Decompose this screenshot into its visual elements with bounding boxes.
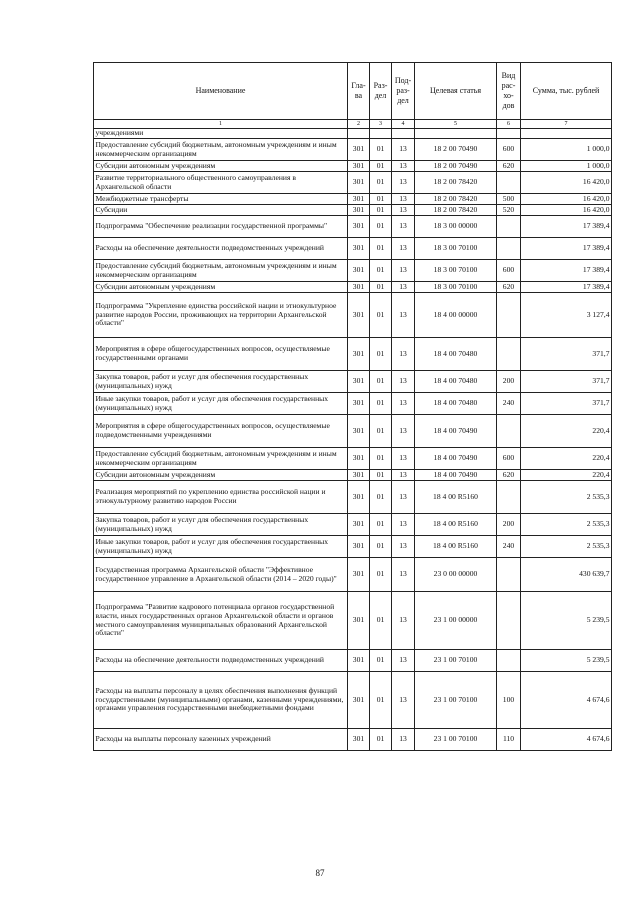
table-row xyxy=(94,205,612,216)
row-name: Закупка товаров, работ и услуг для обеспечения государственных (муниципальных) нужд xyxy=(94,371,348,393)
table-row xyxy=(94,470,612,481)
row-statya: 18 2 00 78420 xyxy=(415,205,497,216)
row-vid xyxy=(497,415,521,448)
table-row xyxy=(94,650,612,672)
row-glava: 301 xyxy=(348,282,370,293)
table-row xyxy=(94,282,612,293)
row-glava: 301 xyxy=(348,592,370,650)
row-glava: 301 xyxy=(348,371,370,393)
row-summa: 17 389,4 xyxy=(521,216,612,238)
row-name: Предоставление субсидий бюджетным, автономным учреждениям и иным некоммерческим организациям xyxy=(94,448,348,470)
table-row xyxy=(94,194,612,205)
page-number: 87 xyxy=(315,868,325,878)
row-vid xyxy=(497,650,521,672)
row-name: Расходы на выплаты персоналу в целях обеспечения выполнения функций государственными (муниципальными) органами, казенными учреждениями, органами управления государственными внебюджетными фондами xyxy=(94,672,348,729)
row-vid xyxy=(497,558,521,592)
table-row xyxy=(94,172,612,194)
row-razdel: 01 xyxy=(370,481,392,514)
row-vid: 520 xyxy=(497,205,521,216)
row-vid xyxy=(497,592,521,650)
row-vid: 240 xyxy=(497,536,521,558)
row-vid: 500 xyxy=(497,194,521,205)
header-podrazdel: Под-раз-дел xyxy=(392,63,415,120)
row-summa: 1 000,0 xyxy=(521,139,612,161)
row-summa: 430 639,7 xyxy=(521,558,612,592)
row-podrazdel: 13 xyxy=(392,536,415,558)
table-row xyxy=(94,293,612,338)
row-glava: 301 xyxy=(348,238,370,260)
row-vid xyxy=(497,129,521,139)
row-vid: 620 xyxy=(497,470,521,481)
header-glava: Гла-ва xyxy=(348,63,370,120)
row-statya: 18 4 00 70480 xyxy=(415,338,497,371)
table-row xyxy=(94,216,612,238)
row-podrazdel: 13 xyxy=(392,293,415,338)
row-glava: 301 xyxy=(348,172,370,194)
row-glava: 301 xyxy=(348,260,370,282)
header-row xyxy=(94,63,612,120)
row-glava: 301 xyxy=(348,672,370,729)
row-razdel: 01 xyxy=(370,558,392,592)
row-summa: 1 000,0 xyxy=(521,161,612,172)
row-name: Расходы на обеспечение деятельности подведомственных учреждений xyxy=(94,650,348,672)
row-glava: 301 xyxy=(348,338,370,371)
row-razdel: 01 xyxy=(370,592,392,650)
row-razdel: 01 xyxy=(370,672,392,729)
row-statya: 18 3 00 00000 xyxy=(415,216,497,238)
row-statya: 23 1 00 70100 xyxy=(415,650,497,672)
row-statya: 18 2 00 70490 xyxy=(415,139,497,161)
row-vid: 600 xyxy=(497,448,521,470)
row-glava: 301 xyxy=(348,161,370,172)
row-summa: 4 674,6 xyxy=(521,729,612,751)
row-statya xyxy=(415,129,497,139)
table-row xyxy=(94,536,612,558)
row-summa: 17 389,4 xyxy=(521,260,612,282)
row-statya: 18 4 00 R5160 xyxy=(415,514,497,536)
row-razdel: 01 xyxy=(370,448,392,470)
row-summa: 16 420,0 xyxy=(521,205,612,216)
row-podrazdel: 13 xyxy=(392,205,415,216)
row-razdel: 01 xyxy=(370,371,392,393)
row-glava: 301 xyxy=(348,448,370,470)
table-row xyxy=(94,558,612,592)
row-vid xyxy=(497,172,521,194)
table-row xyxy=(94,371,612,393)
header-vid: Вид рас-хо-дов xyxy=(497,63,521,120)
row-razdel: 01 xyxy=(370,393,392,415)
row-glava: 301 xyxy=(348,194,370,205)
row-statya: 18 4 00 70490 xyxy=(415,415,497,448)
table-row xyxy=(94,415,612,448)
row-name: Реализация мероприятий по укреплению единства российской нации и этнокультурному развитию народов России xyxy=(94,481,348,514)
row-vid xyxy=(497,481,521,514)
row-podrazdel: 13 xyxy=(392,415,415,448)
row-razdel: 01 xyxy=(370,139,392,161)
row-podrazdel: 13 xyxy=(392,194,415,205)
row-razdel: 01 xyxy=(370,172,392,194)
row-name: Субсидии автономным учреждениям xyxy=(94,470,348,481)
row-podrazdel: 13 xyxy=(392,139,415,161)
row-summa xyxy=(521,129,612,139)
row-razdel: 01 xyxy=(370,470,392,481)
row-statya: 18 4 00 R5160 xyxy=(415,481,497,514)
row-razdel: 01 xyxy=(370,514,392,536)
row-razdel: 01 xyxy=(370,536,392,558)
table-row xyxy=(94,260,612,282)
row-name: Иные закупки товаров, работ и услуг для обеспечения государственных (муниципальных) нужд xyxy=(94,536,348,558)
row-name: Мероприятия в сфере общегосударственных вопросов, осуществляемые государственными органами xyxy=(94,338,348,371)
row-glava: 301 xyxy=(348,729,370,751)
table-row xyxy=(94,161,612,172)
row-razdel: 01 xyxy=(370,282,392,293)
row-podrazdel: 13 xyxy=(392,161,415,172)
row-name: Иные закупки товаров, работ и услуг для обеспечения государственных (муниципальных) нужд xyxy=(94,393,348,415)
row-razdel: 01 xyxy=(370,338,392,371)
row-summa: 371,7 xyxy=(521,338,612,371)
row-statya: 18 2 00 78420 xyxy=(415,194,497,205)
row-name: Подпрограмма "Развитие кадрового потенциала органов государственной власти, иных государственных органов Архангельской области и органов местного самоуправления муниципальных образований Архангельской области" xyxy=(94,592,348,650)
row-podrazdel: 13 xyxy=(392,393,415,415)
column-number: 6 xyxy=(497,120,521,129)
row-podrazdel: 13 xyxy=(392,338,415,371)
row-summa: 220,4 xyxy=(521,415,612,448)
row-glava: 301 xyxy=(348,216,370,238)
table-row xyxy=(94,139,612,161)
row-statya: 23 1 00 70100 xyxy=(415,672,497,729)
column-number: 5 xyxy=(415,120,497,129)
column-number: 4 xyxy=(392,120,415,129)
row-razdel: 01 xyxy=(370,194,392,205)
row-statya: 18 4 00 70490 xyxy=(415,448,497,470)
row-name: Подпрограмма "Укрепление единства российской нации и этнокультурное развитие народов России, проживающих на территории Архангельской области" xyxy=(94,293,348,338)
row-podrazdel: 13 xyxy=(392,371,415,393)
row-vid: 620 xyxy=(497,282,521,293)
row-name: Государственная программа Архангельской области "Эффективное государственное управление в Архангельской области (2014 – 2020 годы)" xyxy=(94,558,348,592)
budget-table xyxy=(93,62,612,751)
row-name: Предоставление субсидий бюджетным, автономным учреждениям и иным некоммерческим организациям xyxy=(94,139,348,161)
row-summa: 17 389,4 xyxy=(521,282,612,293)
table-row xyxy=(94,729,612,751)
row-name: Межбюджетные трансферты xyxy=(94,194,348,205)
row-vid: 110 xyxy=(497,729,521,751)
row-podrazdel xyxy=(392,129,415,139)
row-vid xyxy=(497,338,521,371)
row-razdel: 01 xyxy=(370,293,392,338)
row-summa: 5 239,5 xyxy=(521,592,612,650)
row-glava: 301 xyxy=(348,514,370,536)
table-row xyxy=(94,481,612,514)
row-summa: 4 674,6 xyxy=(521,672,612,729)
table-row xyxy=(94,338,612,371)
row-vid: 600 xyxy=(497,260,521,282)
row-vid: 620 xyxy=(497,161,521,172)
row-summa: 220,4 xyxy=(521,470,612,481)
row-podrazdel: 13 xyxy=(392,650,415,672)
row-glava: 301 xyxy=(348,650,370,672)
row-name: Субсидии xyxy=(94,205,348,216)
row-statya: 18 2 00 78420 xyxy=(415,172,497,194)
row-glava: 301 xyxy=(348,558,370,592)
row-glava: 301 xyxy=(348,205,370,216)
row-name: Расходы на выплаты персоналу казенных учреждений xyxy=(94,729,348,751)
row-razdel: 01 xyxy=(370,729,392,751)
row-podrazdel: 13 xyxy=(392,729,415,751)
table-body xyxy=(94,129,612,751)
row-summa: 2 535,3 xyxy=(521,536,612,558)
row-glava: 301 xyxy=(348,415,370,448)
row-glava: 301 xyxy=(348,393,370,415)
row-statya: 18 4 00 00000 xyxy=(415,293,497,338)
row-name: учреждениями xyxy=(94,129,348,139)
row-statya: 18 3 00 70100 xyxy=(415,238,497,260)
row-podrazdel: 13 xyxy=(392,238,415,260)
row-summa: 371,7 xyxy=(521,393,612,415)
column-number-row xyxy=(94,120,612,129)
row-name: Подпрограмма "Обеспечение реализации государственной программы" xyxy=(94,216,348,238)
header-statya: Целевая статья xyxy=(415,63,497,120)
row-glava: 301 xyxy=(348,139,370,161)
row-statya: 18 4 00 R5160 xyxy=(415,536,497,558)
row-podrazdel: 13 xyxy=(392,172,415,194)
table-row xyxy=(94,129,612,139)
table-row xyxy=(94,393,612,415)
row-statya: 23 0 00 00000 xyxy=(415,558,497,592)
row-summa: 17 389,4 xyxy=(521,238,612,260)
row-summa: 16 420,0 xyxy=(521,194,612,205)
row-name: Субсидии автономным учреждениям xyxy=(94,282,348,293)
row-statya: 18 4 00 70490 xyxy=(415,470,497,481)
row-razdel: 01 xyxy=(370,238,392,260)
row-name: Мероприятия в сфере общегосударственных вопросов, осуществляемые подведомственными учреждениями xyxy=(94,415,348,448)
row-vid: 100 xyxy=(497,672,521,729)
row-podrazdel: 13 xyxy=(392,282,415,293)
row-glava: 301 xyxy=(348,536,370,558)
row-statya: 23 1 00 70100 xyxy=(415,729,497,751)
row-podrazdel: 13 xyxy=(392,481,415,514)
table-row xyxy=(94,672,612,729)
row-podrazdel: 13 xyxy=(392,470,415,481)
row-razdel: 01 xyxy=(370,161,392,172)
header-razdel: Раз-дел xyxy=(370,63,392,120)
row-vid: 200 xyxy=(497,371,521,393)
row-summa: 2 535,3 xyxy=(521,481,612,514)
row-summa: 371,7 xyxy=(521,371,612,393)
row-summa: 2 535,3 xyxy=(521,514,612,536)
row-summa: 3 127,4 xyxy=(521,293,612,338)
row-summa: 5 239,5 xyxy=(521,650,612,672)
column-number: 2 xyxy=(348,120,370,129)
column-number: 1 xyxy=(94,120,348,129)
row-statya: 18 4 00 70480 xyxy=(415,371,497,393)
table-row xyxy=(94,448,612,470)
row-vid: 240 xyxy=(497,393,521,415)
row-name: Расходы на обеспечение деятельности подведомственных учреждений xyxy=(94,238,348,260)
row-podrazdel: 13 xyxy=(392,216,415,238)
row-statya: 18 3 00 70100 xyxy=(415,260,497,282)
row-name: Развитие территориального общественного самоуправления в Архангельской области xyxy=(94,172,348,194)
document-page xyxy=(93,62,611,751)
row-statya: 18 4 00 70480 xyxy=(415,393,497,415)
row-glava xyxy=(348,129,370,139)
row-statya: 18 3 00 70100 xyxy=(415,282,497,293)
row-razdel: 01 xyxy=(370,216,392,238)
row-vid: 600 xyxy=(497,139,521,161)
row-razdel xyxy=(370,129,392,139)
table-row xyxy=(94,592,612,650)
row-summa: 220,4 xyxy=(521,448,612,470)
row-podrazdel: 13 xyxy=(392,672,415,729)
row-vid: 200 xyxy=(497,514,521,536)
row-glava: 301 xyxy=(348,470,370,481)
header-summa: Сумма, тыс. рублей xyxy=(521,63,612,120)
table-row xyxy=(94,238,612,260)
row-razdel: 01 xyxy=(370,260,392,282)
row-glava: 301 xyxy=(348,481,370,514)
row-statya: 18 2 00 70490 xyxy=(415,161,497,172)
header-name: Наименование xyxy=(94,63,348,120)
row-podrazdel: 13 xyxy=(392,514,415,536)
row-summa: 16 420,0 xyxy=(521,172,612,194)
row-podrazdel: 13 xyxy=(392,448,415,470)
row-podrazdel: 13 xyxy=(392,260,415,282)
row-vid xyxy=(497,216,521,238)
row-name: Предоставление субсидий бюджетным, автономным учреждениям и иным некоммерческим организациям xyxy=(94,260,348,282)
table-row xyxy=(94,514,612,536)
row-podrazdel: 13 xyxy=(392,558,415,592)
row-vid xyxy=(497,238,521,260)
row-name: Субсидии автономным учреждениям xyxy=(94,161,348,172)
row-razdel: 01 xyxy=(370,205,392,216)
row-razdel: 01 xyxy=(370,650,392,672)
row-razdel: 01 xyxy=(370,415,392,448)
column-number: 7 xyxy=(521,120,612,129)
row-podrazdel: 13 xyxy=(392,592,415,650)
row-statya: 23 1 00 00000 xyxy=(415,592,497,650)
column-number: 3 xyxy=(370,120,392,129)
row-vid xyxy=(497,293,521,338)
row-name: Закупка товаров, работ и услуг для обеспечения государственных (муниципальных) нужд xyxy=(94,514,348,536)
row-glava: 301 xyxy=(348,293,370,338)
